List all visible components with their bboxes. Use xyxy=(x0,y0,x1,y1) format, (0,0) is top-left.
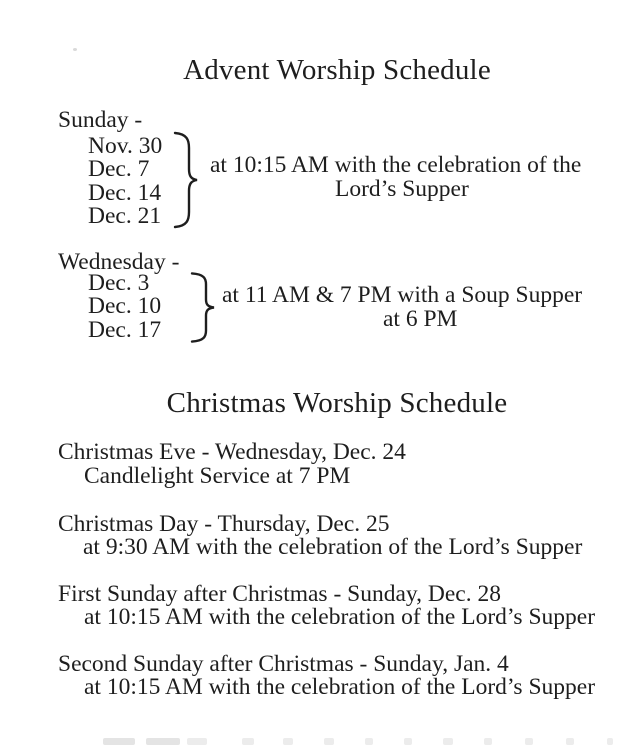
date-item: Dec. 3 xyxy=(88,270,150,296)
event-detail-line: at 10:15 AM with the celebration of the Lord’s Supper xyxy=(84,674,596,700)
scan-speck xyxy=(73,48,77,51)
sunday-label: Sunday - xyxy=(58,107,143,133)
date-item: Dec. 14 xyxy=(88,179,162,206)
wednesday-note-line1: at 11 AM & 7 PM with a Soup Supper xyxy=(222,282,583,308)
wednesday-label: Wednesday - xyxy=(58,249,180,275)
date-item: Nov. 30 xyxy=(88,133,163,159)
date-item: Dec. 21 xyxy=(88,203,162,230)
event-detail-line: at 10:15 AM with the celebration of the Lord’s Supper xyxy=(84,604,596,630)
event-title-line: Christmas Day - Thursday, Dec. 25 xyxy=(58,511,390,537)
curly-brace-icon xyxy=(172,131,199,229)
advent-schedule-title: Advent Worship Schedule xyxy=(183,54,491,86)
event-title-line: Second Sunday after Christmas - Sunday, Jan. 4 xyxy=(58,651,509,677)
date-item: Dec. 7 xyxy=(88,156,150,183)
curly-brace-icon xyxy=(189,272,216,343)
event-detail-line: Candlelight Service at 7 PM xyxy=(84,463,351,489)
date-item: Dec. 17 xyxy=(88,316,162,343)
wednesday-date-list xyxy=(88,272,161,342)
event-title-line: Christmas Eve - Wednesday, Dec. 24 xyxy=(58,439,406,465)
sunday-note-line2: Lord’s Supper xyxy=(335,176,469,202)
wednesday-note-line2: at 6 PM xyxy=(383,306,458,332)
christmas-schedule-title: Christmas Worship Schedule xyxy=(166,387,508,419)
sunday-note-line1: at 10:15 AM with the celebration of the xyxy=(210,152,582,178)
event-title-line: First Sunday after Christmas - Sunday, Dec. 28 xyxy=(58,581,501,607)
event-detail-line: at 9:30 AM with the celebration of the Lord’s Supper xyxy=(83,534,583,560)
date-item: Dec. 10 xyxy=(88,293,162,320)
sunday-date-list xyxy=(88,135,162,229)
